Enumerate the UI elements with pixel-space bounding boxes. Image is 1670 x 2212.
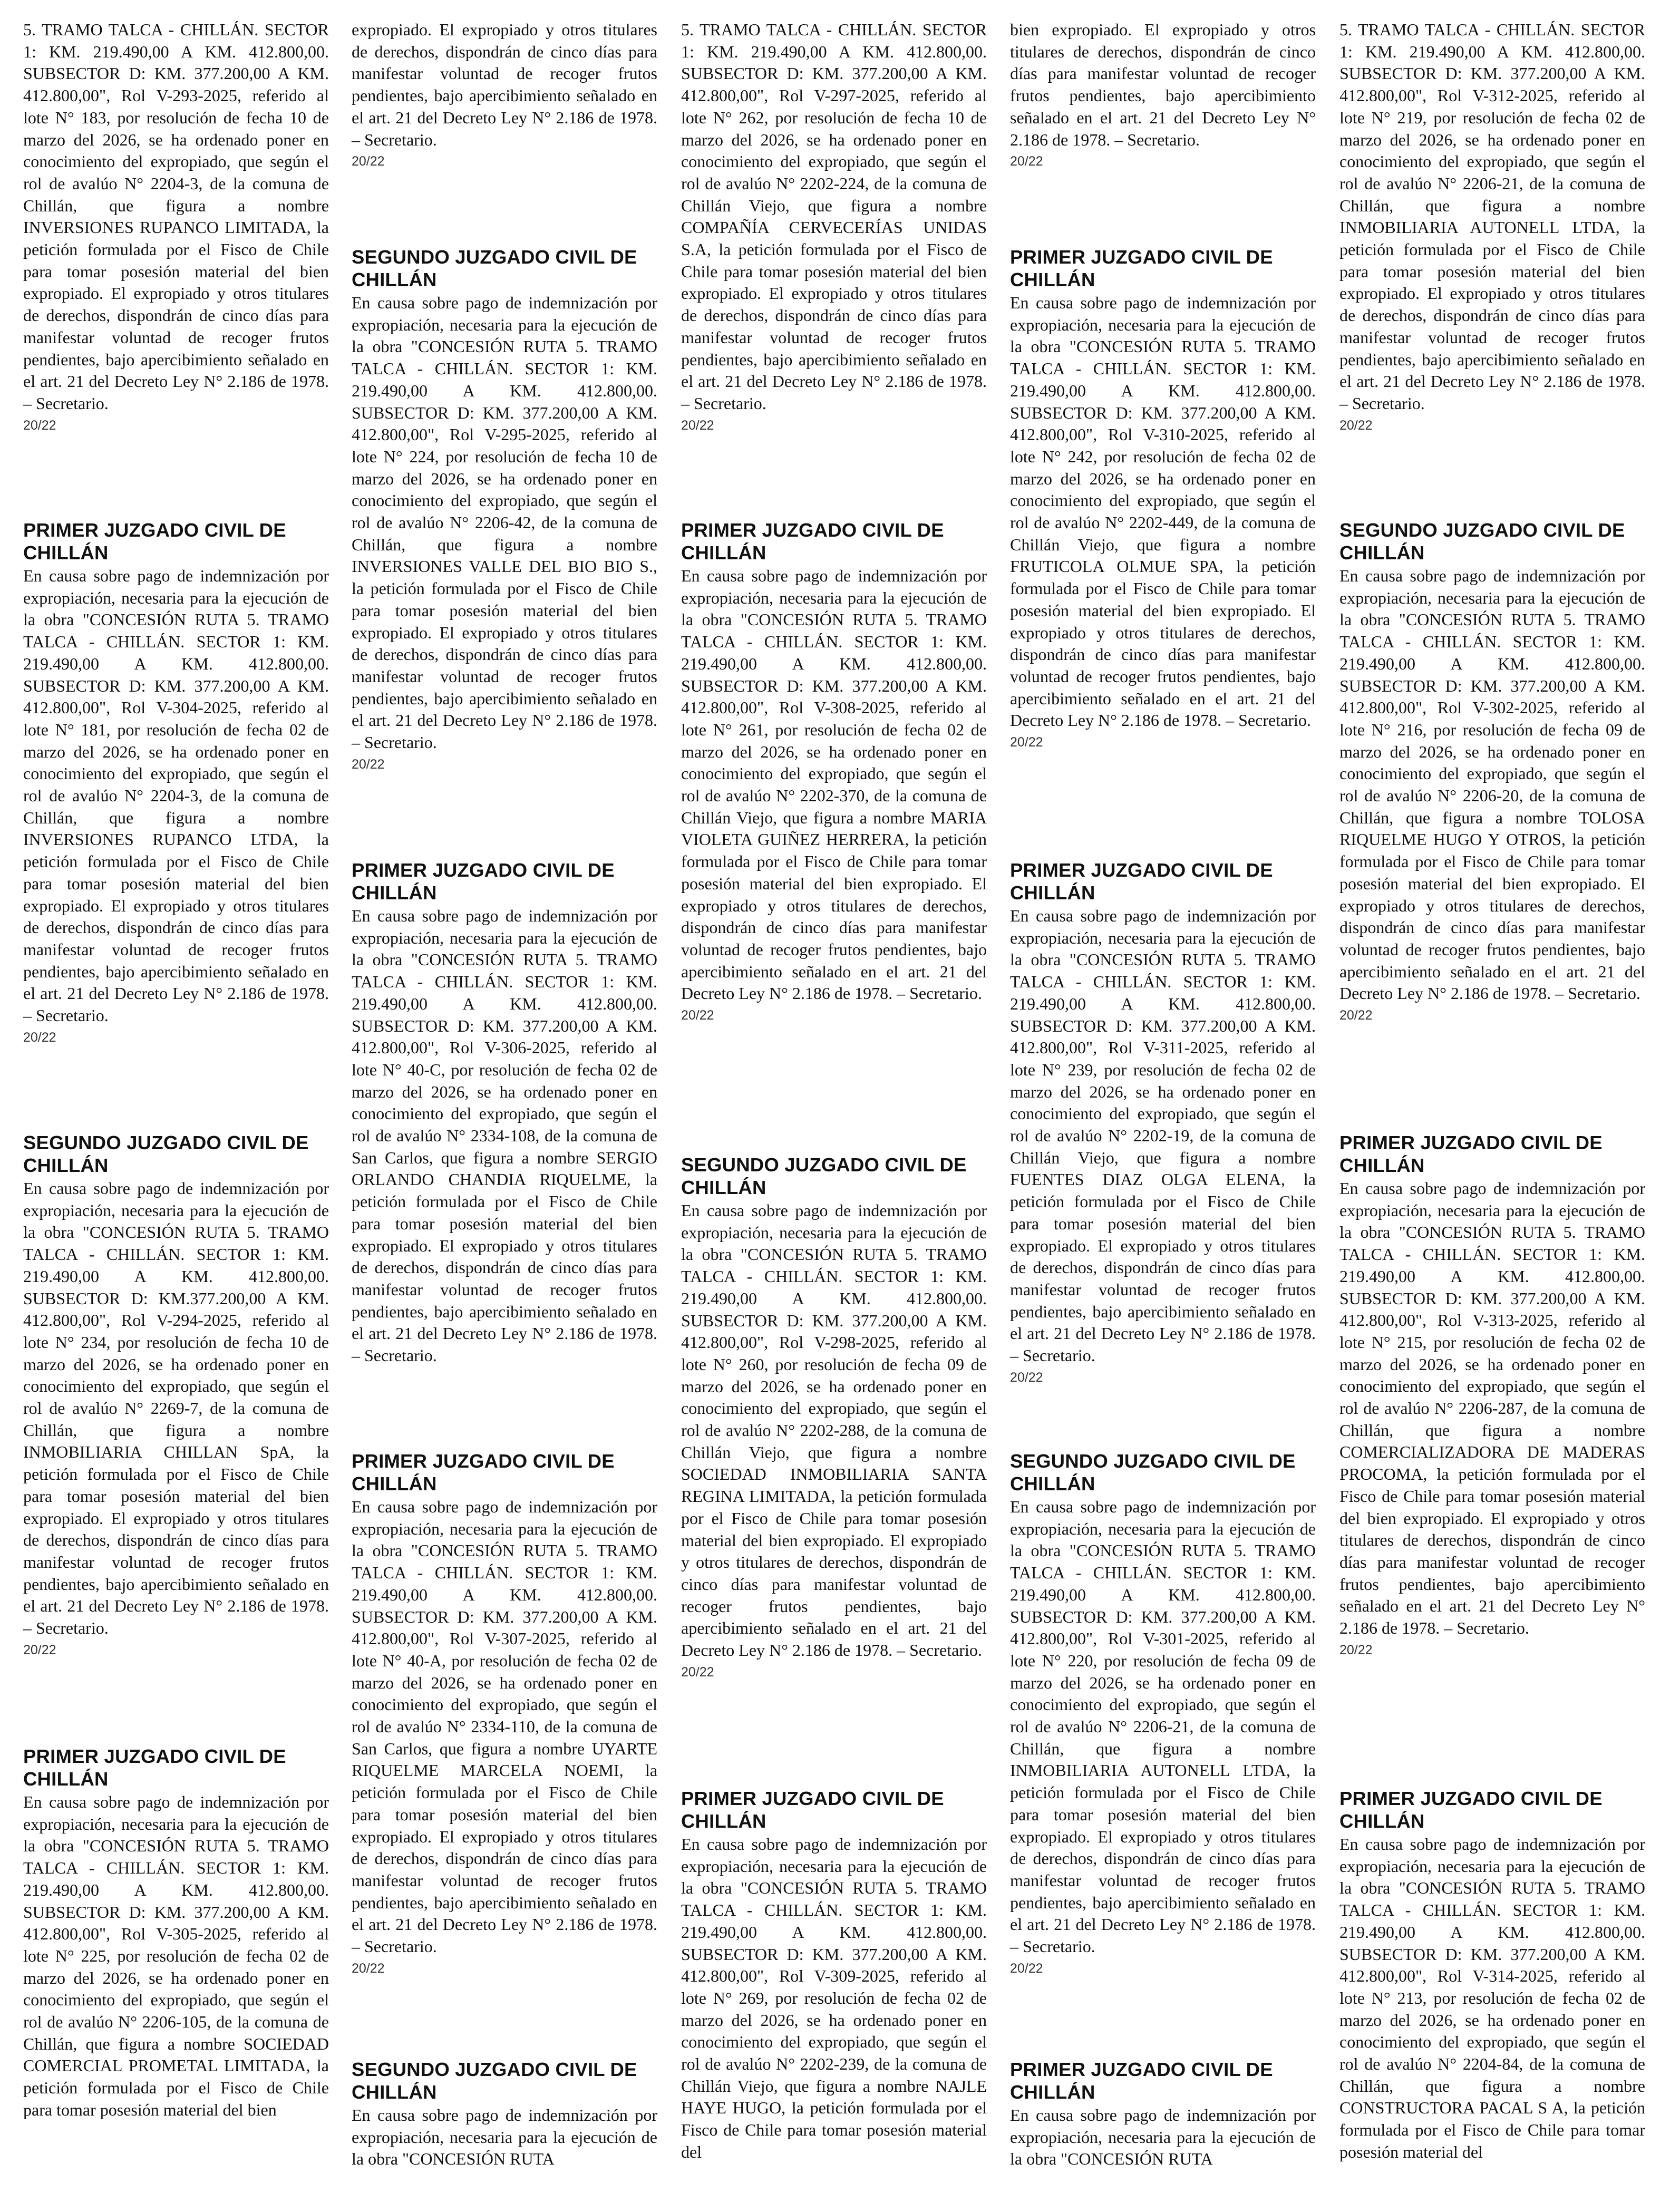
notice-code: 20/22 (23, 1030, 56, 1045)
notice-heading: SEGUNDO JUZGADO CIVIL DE CHILLÁN (23, 1132, 309, 1176)
notice (1010, 859, 1316, 1387)
notice (352, 859, 657, 1367)
notice-code: 20/22 (681, 418, 714, 433)
notice-heading: PRIMER JUZGADO CIVIL DE CHILLÁN (1339, 1132, 1603, 1176)
notice-code: 20/22 (1339, 1642, 1373, 1657)
notice (1010, 246, 1316, 752)
notice (352, 1450, 657, 1978)
notice-code: 20/22 (681, 1664, 714, 1680)
notice (681, 19, 987, 435)
notice-code: 20/22 (352, 756, 385, 772)
notice-code: 20/22 (352, 154, 385, 169)
notice (1010, 1450, 1316, 1978)
notice-code: 20/22 (1010, 154, 1043, 169)
notice-heading: PRIMER JUZGADO CIVIL DE CHILLÁN (23, 519, 286, 564)
notice-heading: PRIMER JUZGADO CIVIL DE CHILLÁN (1339, 1788, 1603, 1832)
notice (681, 1153, 987, 1682)
notice (23, 19, 329, 435)
notice-heading: PRIMER JUZGADO CIVIL DE CHILLÁN (352, 1450, 615, 1495)
notice-code: 20/22 (23, 1642, 56, 1657)
notice (23, 1745, 329, 2121)
notice-code: 20/22 (1339, 1008, 1373, 1023)
notice-body: En causa sobre pago de indemnización por expropiación, necesaria para la ejecución de la obra "CONCESIÓN RUTA 5. TRAMO TALCA - CHILLÁN. SECTOR 1: KM. 219.490,00 A KM. 412.800,00. SUBSECTOR D: KM. 377.200,00 A KM. 412.800,00", Rol V-313-2025, referido al lote N° 215, por resolución de fecha 02 de marzo del 2026, se ha ordenado poner en conocimiento del expropiado, que según el rol de avalúo N° 2206-287, de la comuna de Chillán, que figura a nombre COMERCIALIZADORA DE MADERAS PROCOMA, la petición formulada por el Fisco de Chile para tomar posesión material del bien expropiado. El expropiado y otros titulares de derechos, dispondrán de cinco días para manifestar voluntad de recoger frutos pendientes, bajo apercibimiento señalado en el art. 21 del Decreto Ley N° 2.186 de 1978. – Secretario. (1339, 1179, 1645, 1638)
notice-code: 20/22 (1339, 418, 1373, 433)
notice-body: En causa sobre pago de indemnización por expropiación, necesaria para la ejecución de la obra "CONCESIÓN RUTA 5. TRAMO TALCA - CHILLÁN. SECTOR 1: KM. 219.490,00 A KM. 412.800,00. SUBSECTOR D: KM. 377.200,00 A KM. 412.800,00", Rol V-307-2025, referido al lote N° 40-A, por resolución de fecha 02 de marzo del 2026, se ha ordenado poner en conocimiento del expropiado, que según el rol de avalúo N° 2334-110, de la comuna de San Carlos, que figura a nombre UYARTE RIQUELME MARCELA NOEMI, la petición formulada por el Fisco de Chile para tomar posesión material del bien expropiado. El expropiado y otros titulares de derechos, dispondrán de cinco días para manifestar voluntad de recoger frutos pendientes, bajo apercibimiento señalado en el art. 21 del Decreto Ley N° 2.186 de 1978. – Secretario. (352, 1497, 657, 1956)
notice-body: En causa sobre pago de indemnización por expropiación, necesaria para la ejecución de la obra "CONCESIÓN RUTA 5. TRAMO TALCA - CHILLÁN. SECTOR 1: KM. 219.490,00 A KM. 412.800,00. SUBSECTOR D: KM. 377.200,00 A KM. 412.800,00", Rol V-304-2025, referido al lote N° 181, por resolución de fecha 02 de marzo del 2026, se ha ordenado poner en conocimiento del expropiado, que según el rol de avalúo N° 2204-3, de la comuna de Chillán, que figura a nombre INVERSIONES RUPANCO LTDA, la petición formulada por el Fisco de Chile para tomar posesión material del bien expropiado. El expropiado y otros titulares de derechos, dispondrán de cinco días para manifestar voluntad de recoger frutos pendientes, bajo apercibimiento señalado en el art. 21 del Decreto Ley N° 2.186 de 1978. – Secretario. (23, 566, 329, 1025)
notice-body: En causa sobre pago de indemnización por expropiación, necesaria para la ejecución de la obra "CONCESIÓN RUTA 5. TRAMO TALCA - CHILLÁN. SECTOR 1: KM. 219.490,00 A KM. 412.800,00. SUBSECTOR D: KM.377.200,00 A KM. 412.800,00", Rol V-294-2025, referido al lote N° 234, por resolución de fecha 10 de marzo del 2026, se ha ordenado poner en conocimiento del expropiado, que según el rol de avalúo N° 2269-7, de la comuna de Chillán, que figura a nombre INMOBILIARIA CHILLAN SpA, la petición formulada por el Fisco de Chile para tomar posesión material del bien expropiado. El expropiado y otros titulares de derechos, dispondrán de cinco días para manifestar voluntad de recoger frutos pendientes, bajo apercibimiento señalado en el art. 21 del Decreto Ley N° 2.186 de 1978. – Secretario. (23, 1179, 329, 1638)
notice-body: En causa sobre pago de indemnización por expropiación, necesaria para la ejecución de la obra "CONCESIÓN RUTA 5. TRAMO TALCA - CHILLÁN. SECTOR 1: KM. 219.490,00 A KM. 412.800,00. SUBSECTOR D: KM. 377.200,00 A KM. 412.800,00", Rol V-298-2025, referido al lote N° 260, por resolución de fecha 09 de marzo del 2026, se ha ordenado poner en conocimiento del expropiado, que según el rol de avalúo N° 2202-288, de la comuna de Chillán Viejo, que figura a nombre SOCIEDAD INMOBILIARIA SANTA REGINA LIMITADA, la petición formulada por el Fisco de Chile para tomar posesión material del bien expropiado. El expropiado y otros titulares de derechos, dispondrán de cinco días para manifestar voluntad de recoger frutos pendientes, bajo apercibimiento señalado en el art. 21 del Decreto Ley N° 2.186 de 1978. – Secretario. (681, 1201, 987, 1660)
notice-heading: SEGUNDO JUZGADO CIVIL DE CHILLÁN (681, 1154, 967, 1198)
notice-heading: SEGUNDO JUZGADO CIVIL DE CHILLÁN (1339, 519, 1625, 564)
notice-body: En causa sobre pago de indemnización por expropiación, necesaria para la ejecución de la obra "CONCESIÓN RUTA 5. TRAMO TALCA - CHILLÁN. SECTOR 1: KM. 219.490,00 A KM. 412.800,00. SUBSECTOR D: KM. 377.200,00 A KM. 412.800,00", Rol V-306-2025, referido al lote N° 40-C, por resolución de fecha 02 de marzo del 2026, se ha ordenado poner en conocimiento del expropiado, que según el rol de avalúo N° 2334-108, de la comuna de San Carlos, que figura a nombre SERGIO ORLANDO CHANDIA RIQUELME, la petición formulada por el Fisco de Chile para tomar posesión material del bien expropiado. El expropiado y otros titulares de derechos, dispondrán de cinco días para manifestar voluntad de recoger frutos pendientes, bajo apercibimiento señalado en el art. 21 del Decreto Ley N° 2.186 de 1978. – Secretario. (352, 906, 657, 1365)
notice (1339, 1131, 1645, 1660)
notice-heading: PRIMER JUZGADO CIVIL DE CHILLÁN (681, 519, 944, 564)
notice (681, 1787, 987, 2164)
notice-code: 20/22 (352, 1961, 385, 1976)
notice (1339, 19, 1645, 435)
notice-code: 20/22 (681, 1008, 714, 1023)
notice (1010, 19, 1316, 171)
notice-heading: PRIMER JUZGADO CIVIL DE CHILLÁN (352, 859, 615, 904)
notice-body: En causa sobre pago de indemnización por expropiación, necesaria para la ejecución de la obra "CONCESIÓN RUTA 5. TRAMO TALCA - CHILLÁN. SECTOR 1: KM. 219.490,00 A KM. 412.800,00. SUBSECTOR D: KM. 377.200,00 A KM. 412.800,00", Rol V-301-2025, referido al lote N° 220, por resolución de fecha 09 de marzo del 2026, se ha ordenado poner en conocimiento del expropiado, que según el rol de avalúo N° 2206-21, de la comuna de Chillán, que figura a nombre INMOBILIARIA AUTONELL LTDA, la petición formulada por el Fisco de Chile para tomar posesión material del bien expropiado. El expropiado y otros titulares de derechos, dispondrán de cinco días para manifestar voluntad de recoger frutos pendientes, bajo apercibimiento señalado en el art. 21 del Decreto Ley N° 2.186 de 1978. – Secretario. (1010, 1497, 1316, 1956)
notice-body: En causa sobre pago de indemnización por expropiación, necesaria para la ejecución de la obra "CONCESIÓN RUTA (352, 2106, 657, 2169)
notice (352, 2058, 657, 2170)
notice (352, 246, 657, 774)
notice-heading: PRIMER JUZGADO CIVIL DE CHILLÁN (681, 1788, 944, 1832)
notice-code: 20/22 (1010, 1961, 1043, 1976)
notice-code: 20/22 (1010, 1370, 1043, 1385)
notice-body: 5. TRAMO TALCA - CHILLÁN. SECTOR 1: KM. 219.490,00 A KM. 412.800,00. SUBSECTOR D: KM. 377.200,00 A KM. 412.800,00", Rol V-297-2025, referido al lote N° 262, por resolución de fecha 10 de marzo del 2026, se ha ordenado poner en conocimiento del expropiado, que según el rol de avalúo N° 2202-224, de la comuna de Chillán Viejo, que figura a nombre COMPAÑÍA CERVECERÍAS UNIDAS S.A, la petición formulada por el Fisco de Chile para tomar posesión material del bien expropiado. El expropiado y otros titulares de derechos, dispondrán de cinco días para manifestar voluntad de recoger frutos pendientes, bajo apercibimiento señalado en el art. 21 del Decreto Ley N° 2.186 de 1978. – Secretario. (681, 20, 987, 413)
notice-body: 5. TRAMO TALCA - CHILLÁN. SECTOR 1: KM. 219.490,00 A KM. 412.800,00. SUBSECTOR D: KM. 377.200,00 A KM. 412.800,00", Rol V-312-2025, referido al lote N° 219, por resolución de fecha 02 de marzo del 2026, se ha ordenado poner en conocimiento del expropiado, que según el rol de avalúo N° 2206-21, de la comuna de Chillán, que figura a nombre INMOBILIARIA AUTONELL LTDA, la petición formulada por el Fisco de Chile para tomar posesión material del bien expropiado. El expropiado y otros titulares de derechos, dispondrán de cinco días para manifestar voluntad de recoger frutos pendientes, bajo apercibimiento señalado en el art. 21 del Decreto Ley N° 2.186 de 1978. – Secretario. (1339, 20, 1645, 413)
notice-body: En causa sobre pago de indemnización por expropiación, necesaria para la ejecución de la obra "CONCESIÓN RUTA 5. TRAMO TALCA - CHILLÁN. SECTOR 1: KM. 219.490,00 A KM. 412.800,00. SUBSECTOR D: KM. 377.200,00 A KM. 412.800,00", Rol V-314-2025, referido al lote N° 213, por resolución de fecha 02 de marzo del 2026, se ha ordenado poner en conocimiento del expropiado, que según el rol de avalúo N° 2204-84, de la comuna de Chillán, que figura a nombre CONSTRUCTORA PACAL S A, la petición formulada por el Fisco de Chile para tomar posesión material del (1339, 1835, 1645, 2161)
notice-heading: SEGUNDO JUZGADO CIVIL DE CHILLÁN (352, 2059, 637, 2103)
notice (23, 1131, 329, 1660)
notice-body: En causa sobre pago de indemnización por expropiación, necesaria para la ejecución de la obra "CONCESIÓN RUTA 5. TRAMO TALCA - CHILLÁN. SECTOR 1: KM. 219.490,00 A KM. 412.800,00. SUBSECTOR D: KM. 377.200,00 A KM. 412.800,00", Rol V-295-2025, referido al lote N° 224, por resolución de fecha 10 de marzo del 2026, se ha ordenado poner en conocimiento del expropiado, que según el rol de avalúo N° 2206-42, de la comuna de Chillán, que figura a nombre INVERSIONES VALLE DEL BIO BIO S., la petición formulada por el Fisco de Chile para tomar posesión material del bien expropiado. El expropiado y otros titulares de derechos, dispondrán de cinco días para manifestar voluntad de recoger frutos pendientes, bajo apercibimiento señalado en el art. 21 del Decreto Ley N° 2.186 de 1978. – Secretario. (352, 293, 657, 752)
notice (681, 519, 987, 1025)
notice-heading: PRIMER JUZGADO CIVIL DE CHILLÁN (1010, 2059, 1273, 2103)
notice (352, 19, 657, 171)
notice-heading: SEGUNDO JUZGADO CIVIL DE CHILLÁN (352, 246, 637, 290)
notice (23, 519, 329, 1047)
notice-body: En causa sobre pago de indemnización por expropiación, necesaria para la ejecución de la obra "CONCESIÓN RUTA (1010, 2106, 1316, 2169)
notice-body: En causa sobre pago de indemnización por expropiación, necesaria para la ejecución de la obra "CONCESIÓN RUTA 5. TRAMO TALCA - CHILLÁN. SECTOR 1: KM. 219.490,00 A KM. 412.800,00. SUBSECTOR D: KM. 377.200,00 A KM. 412.800,00", Rol V-311-2025, referido al lote N° 239, por resolución de fecha 02 de marzo del 2026, se ha ordenado poner en conocimiento del expropiado, que según el rol de avalúo N° 2202-19, de la comuna de Chillán Viejo, que figura a nombre FUENTES DIAZ OLGA ELENA, la petición formulada por el Fisco de Chile para tomar posesión material del bien expropiado. El expropiado y otros titulares de derechos, dispondrán de cinco días para manifestar voluntad de recoger frutos pendientes, bajo apercibimiento señalado en el art. 21 del Decreto Ley N° 2.186 de 1978. – Secretario. (1010, 906, 1316, 1365)
notice-body: En causa sobre pago de indemnización por expropiación, necesaria para la ejecución de la obra "CONCESIÓN RUTA 5. TRAMO TALCA - CHILLÁN. SECTOR 1: KM. 219.490,00 A KM. 412.800,00. SUBSECTOR D: KM. 377.200,00 A KM. 412.800,00", Rol V-302-2025, referido al lote N° 216, por resolución de fecha 09 de marzo del 2026, se ha ordenado poner en conocimiento del expropiado, que según el rol de avalúo N° 2206-20, de la comuna de Chillán, que figura a nombre TOLOSA RIQUELME HUGO Y OTROS, la petición formulada por el Fisco de Chile para tomar posesión material del bien expropiado. El expropiado y otros titulares de derechos, dispondrán de cinco días para manifestar voluntad de recoger frutos pendientes, bajo apercibimiento señalado en el art. 21 del Decreto Ley N° 2.186 de 1978. – Secretario. (1339, 566, 1645, 1003)
notice-code: 20/22 (1010, 735, 1043, 750)
notice-code: 20/22 (23, 418, 56, 433)
notice (1339, 519, 1645, 1025)
notice-heading: PRIMER JUZGADO CIVIL DE CHILLÁN (1010, 246, 1273, 290)
notice (1010, 2058, 1316, 2170)
notice-body: En causa sobre pago de indemnización por expropiación, necesaria para la ejecución de la obra "CONCESIÓN RUTA 5. TRAMO TALCA - CHILLÁN. SECTOR 1: KM. 219.490,00 A KM. 412.800,00. SUBSECTOR D: KM. 377.200,00 A KM. 412.800,00", Rol V-308-2025, referido al lote N° 261, por resolución de fecha 02 de marzo del 2026, se ha ordenado poner en conocimiento del expropiado, que según el rol de avalúo N° 2202-370, de la comuna de Chillán Viejo, que figura a nombre MARIA VIOLETA GUIÑEZ HERRERA, la petición formulada por el Fisco de Chile para tomar posesión material del bien expropiado. El expropiado y otros titulares de derechos, dispondrán de cinco días para manifestar voluntad de recoger frutos pendientes, bajo apercibimiento señalado en el art. 21 del Decreto Ley N° 2.186 de 1978. – Secretario. (681, 566, 987, 1003)
notice-body: expropiado. El expropiado y otros titulares de derechos, dispondrán de cinco días para manifestar voluntad de recoger frutos pendientes, bajo apercibimiento señalado en el art. 21 del Decreto Ley N° 2.186 de 1978. – Secretario. (352, 20, 657, 149)
notice-body: En causa sobre pago de indemnización por expropiación, necesaria para la ejecución de la obra "CONCESIÓN RUTA 5. TRAMO TALCA - CHILLÁN. SECTOR 1: KM. 219.490,00 A KM. 412.800,00. SUBSECTOR D: KM. 377.200,00 A KM. 412.800,00", Rol V-305-2025, referido al lote N° 225, por resolución de fecha 02 de marzo del 2026, se ha ordenado poner en conocimiento del expropiado, que según el rol de avalúo N° 2206-105, de la comuna de Chillán, que figura a nombre SOCIEDAD COMERCIAL PROMETAL LIMITADA, la petición formulada por el Fisco de Chile para tomar posesión material del bien (23, 1792, 329, 2119)
notice-heading: PRIMER JUZGADO CIVIL DE CHILLÁN (1010, 859, 1273, 904)
notice (1339, 1787, 1645, 2164)
notice-body: 5. TRAMO TALCA - CHILLÁN. SECTOR 1: KM. 219.490,00 A KM. 412.800,00. SUBSECTOR D: KM. 377.200,00 A KM. 412.800,00", Rol V-293-2025, referido al lote N° 183, por resolución de fecha 10 de marzo del 2026, se ha ordenado poner en conocimiento del expropiado, que según el rol de avalúo N° 2204-3, de la comuna de Chillán, que figura a nombre INVERSIONES RUPANCO LIMITADA, la petición formulada por el Fisco de Chile para tomar posesión material del bien expropiado. El expropiado y otros titulares de derechos, dispondrán de cinco días para manifestar voluntad de recoger frutos pendientes, bajo apercibimiento señalado en el art. 21 del Decreto Ley N° 2.186 de 1978. – Secretario. (23, 20, 329, 413)
notice-body: En causa sobre pago de indemnización por expropiación, necesaria para la ejecución de la obra "CONCESIÓN RUTA 5. TRAMO TALCA - CHILLÁN. SECTOR 1: KM. 219.490,00 A KM. 412.800,00. SUBSECTOR D: KM. 377.200,00 A KM. 412.800,00", Rol V-309-2025, referido al lote N° 269, por resolución de fecha 02 de marzo del 2026, se ha ordenado poner en conocimiento del expropiado, que según el rol de avalúo N° 2202-239, de la comuna de Chillán Viejo, que figura a nombre NAJLE HAYE HUGO, la petición formulada por el Fisco de Chile para tomar posesión material del (681, 1835, 987, 2161)
notice-body: bien expropiado. El expropiado y otros titulares de derechos, dispondrán de cinco días para manifestar voluntad de recoger frutos pendientes, bajo apercibimiento señalado en el art. 21 del Decreto Ley N° 2.186 de 1978. – Secretario. (1010, 20, 1316, 149)
notice-heading: PRIMER JUZGADO CIVIL DE CHILLÁN (23, 1745, 286, 1790)
notice-heading: SEGUNDO JUZGADO CIVIL DE CHILLÁN (1010, 1450, 1296, 1495)
notice-body: En causa sobre pago de indemnización por expropiación, necesaria para la ejecución de la obra "CONCESIÓN RUTA 5. TRAMO TALCA - CHILLÁN. SECTOR 1: KM. 219.490,00 A KM. 412.800,00. SUBSECTOR D: KM. 377.200,00 A KM. 412.800,00", Rol V-310-2025, referido al lote N° 242, por resolución de fecha 02 de marzo del 2026, se ha ordenado poner en conocimiento del expropiado, que según el rol de avalúo N° 2202-449, de la comuna de Chillán Viejo, que figura a nombre FRUTICOLA OLMUE SPA, la petición formulada por el Fisco de Chile para tomar posesión material del bien expropiado. El expropiado y otros titulares de derechos, dispondrán de cinco días para manifestar voluntad de recoger frutos pendientes, bajo apercibimiento señalado en el art. 21 del Decreto Ley N° 2.186 de 1978. – Secretario. (1010, 293, 1316, 730)
